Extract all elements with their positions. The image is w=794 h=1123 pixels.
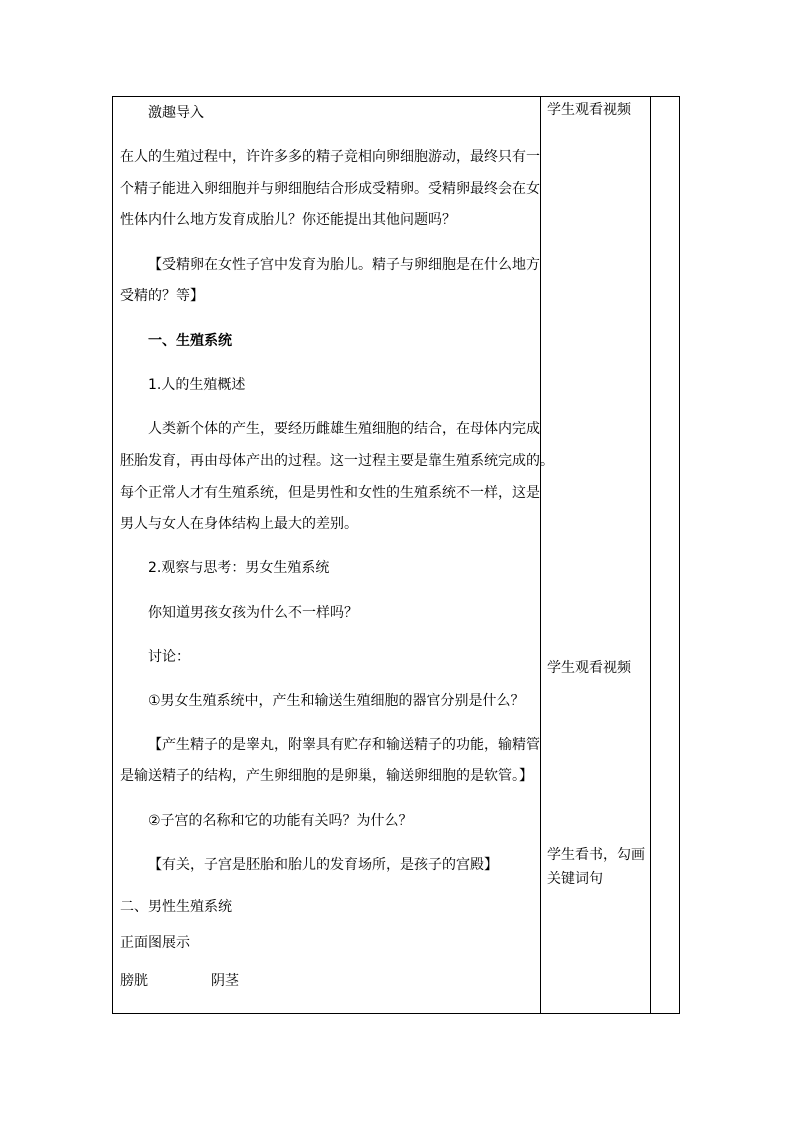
subsection-heading: 1.人的生殖概述 [148,377,246,393]
paragraph-line: 性体内什么地方发育成胎儿？你还能提出其他问题吗？ [120,212,456,228]
column-divider [650,96,651,1014]
student-activity-note: 关键词句 [547,871,603,887]
subsection-heading: 2.观察与思考：男女生殖系统 [148,560,330,576]
answer-line: 【有关，子宫是胚胎和胎儿的发育场所，是孩子的宫殿】 [148,857,498,873]
paragraph-line: 正面图展示 [120,935,190,951]
section-heading: 一、生殖系统 [148,333,232,349]
section-heading: 二、男性生殖系统 [120,899,232,915]
paragraph-line: 个精子能进入卵细胞并与卵细胞结合形成受精卵。受精卵最终会在女 [120,181,540,197]
paragraph-line: 每个正常人才有生殖系统，但是男性和女性的生殖系统不一样，这是 [120,485,540,501]
diagram-label: 膀胱 [120,973,148,989]
paragraph-line: 胚胎发育，再由母体产出的过程。这一过程主要是靠生殖系统完成的。 [120,453,554,469]
paragraph-line: 你知道男孩女孩为什么不一样吗？ [148,605,358,621]
answer-line: 【受精卵在女性子宫中发育为胎儿。精子与卵细胞是在什么地方 [148,257,540,273]
paragraph-line: 讨论： [148,649,190,665]
section-heading: 激趣导入 [148,105,204,121]
student-activity-note: 学生看书，勾画 [547,847,645,863]
paragraph-line: 男人与女人在身体结构上最大的差别。 [120,516,358,532]
answer-line: 是输送精子的结构，产生卵细胞的是卵巢，输送卵细胞的是软管。】 [120,768,533,784]
diagram-label: 阴茎 [211,973,239,989]
student-activity-note: 学生观看视频 [547,660,631,676]
answer-line: 【产生精子的是睾丸，附睾具有贮存和输送精子的功能，输精管 [148,737,540,753]
question-line: ①男女生殖系统中，产生和输送生殖细胞的器官分别是什么？ [148,693,525,709]
column-divider [540,96,541,1014]
student-activity-note: 学生观看视频 [547,102,631,118]
paragraph-line: 人类新个体的产生，要经历雌雄生殖细胞的结合，在母体内完成 [148,421,540,437]
question-line: ②子宫的名称和它的功能有关吗？为什么？ [148,813,413,829]
paragraph-line: 在人的生殖过程中，许许多多的精子竞相向卵细胞游动，最终只有一 [120,149,540,165]
answer-line: 受精的？等】 [120,288,204,304]
